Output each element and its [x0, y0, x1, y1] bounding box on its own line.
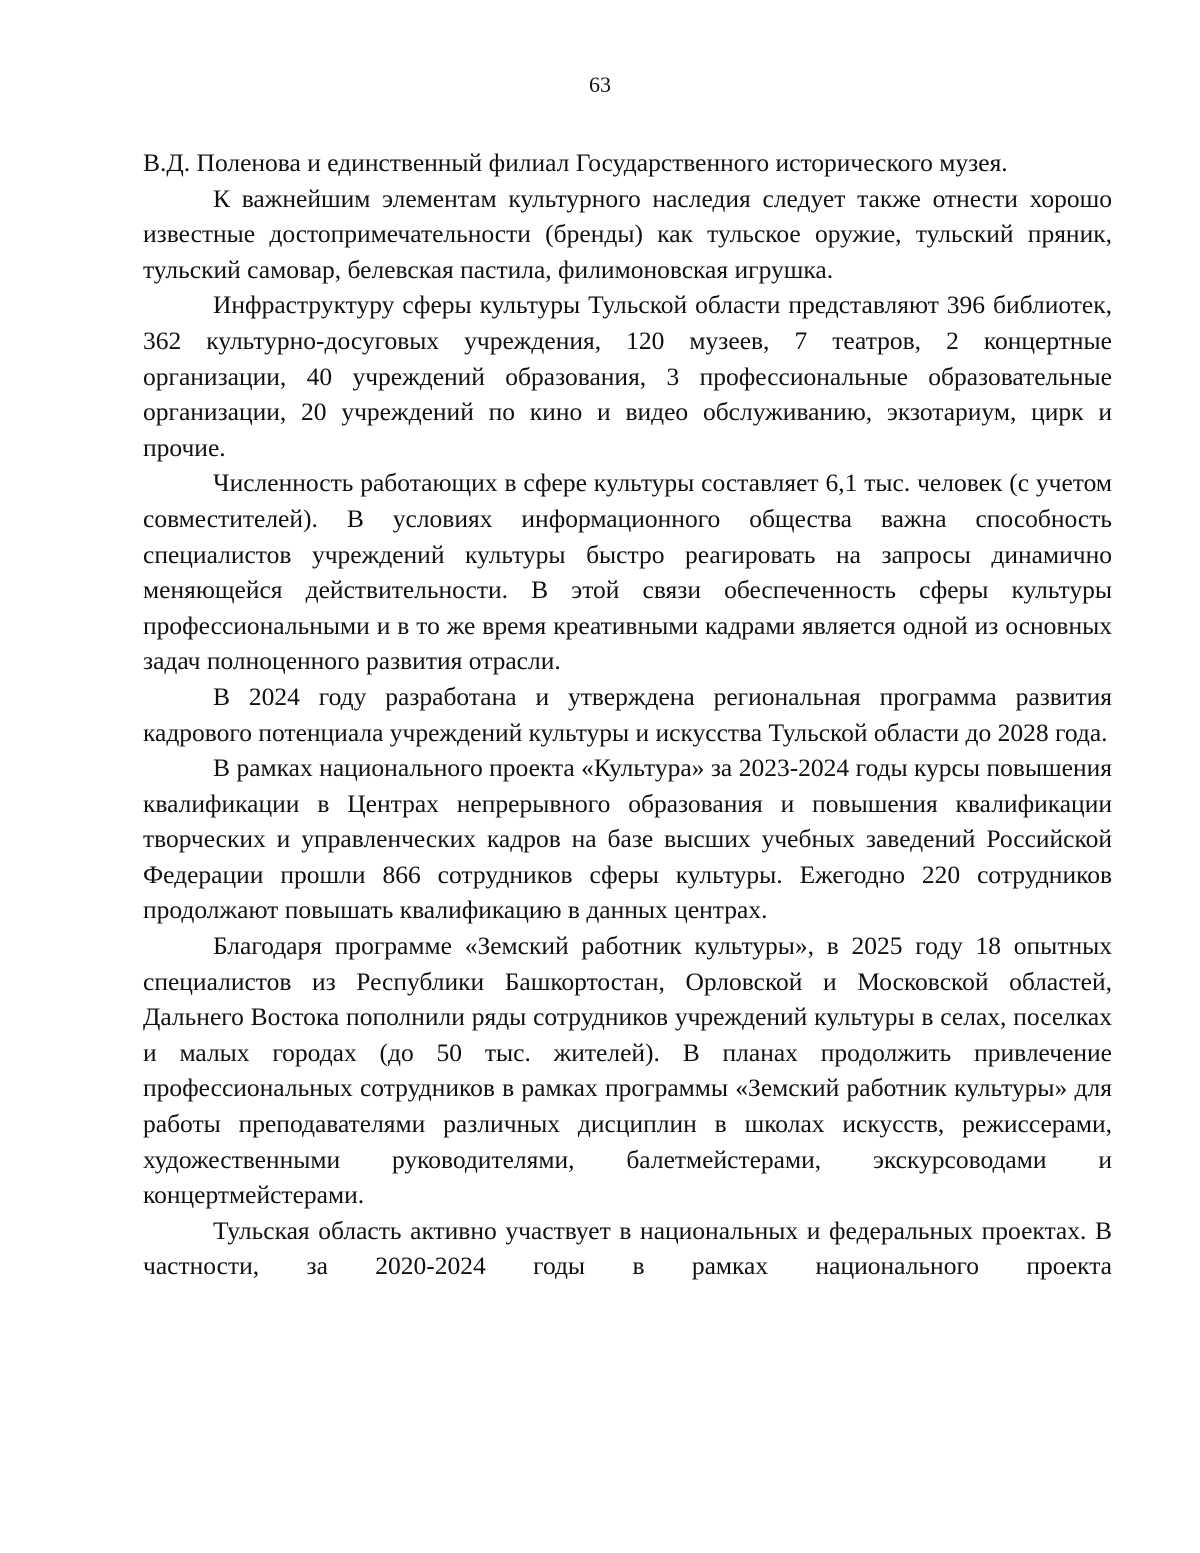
paragraph-infrastructure: Инфраструктуру сферы культуры Тульской области представляют 396 библиотек, 362 культурно-досуговых учреждения, 120 музеев, 7 театров, 2 концертные организации, 40 учреждений образования, 3 профессиональные образовательные организации, 20 учреждений по кино и видео обслуживанию, экзотариум, цирк и прочие.: [143, 290, 1112, 462]
document-body: [143, 145, 1112, 1284]
paragraph-national-project-training: В рамках национального проекта «Культура» за 2023-2024 годы курсы повышения квалификации в Центрах непрерывного образования и повышения квалификации творческих и управленческих кадров на базе высших учебных заведений Российской Федерации прошли 866 сотрудников сферы культуры. Ежегодно 220 сотрудников продолжают повышать квалификацию в данных центрах.: [143, 753, 1112, 925]
paragraph-staff-count: Численность работающих в сфере культуры составляет 6,1 тыс. человек (с учетом совместителей). В условиях информационного общества важна способность специалистов учреждений культуры быстро реагировать на запросы динамично меняющейся действительности. В этой связи обеспеченность сферы культуры профессиональными и в то же время креативными кадрами является одной из основных задач полноценного развития отрасли.: [143, 468, 1112, 676]
paragraph-cultural-heritage-brands: К важнейшим элементам культурного наследия следует также отнести хорошо известные достопримечательности (бренды) как тульское оружие, тульский пряник, тульский самовар, белевская пастила, филимоновская игрушка.: [143, 183, 1112, 284]
paragraph-zemsky-worker-program: Благодаря программе «Земский работник культуры», в 2025 году 18 опытных специалистов из Республики Башкортостан, Орловской и Московской областей, Дальнего Востока пополнили ряды сотрудников учреждений культуры в селах, поселках и малых городах (до 50 тыс. жителей). В планах продолжить привлечение профессиональных сотрудников в рамках программы «Земский работник культуры» для работы преподавателями различных дисциплин в школах искусств, режиссерами, художественными руководителями, балетмейстерами, экскурсоводами и концертмейстерами.: [143, 931, 1112, 1210]
page-number: 63: [589, 72, 611, 97]
paragraph-continuation: В.Д. Поленова и единственный филиал Государственного исторического музея.: [143, 148, 1008, 177]
paragraph-national-projects: Тульская область активно участвует в национальных и федеральных проектах. В частности, за 2020-2024 годы в рамках национального проекта: [143, 1215, 1112, 1281]
paragraph-regional-program: В 2024 году разработана и утверждена региональная программа развития кадрового потенциала учреждений культуры и искусства Тульской области до 2028 года.: [143, 681, 1112, 747]
